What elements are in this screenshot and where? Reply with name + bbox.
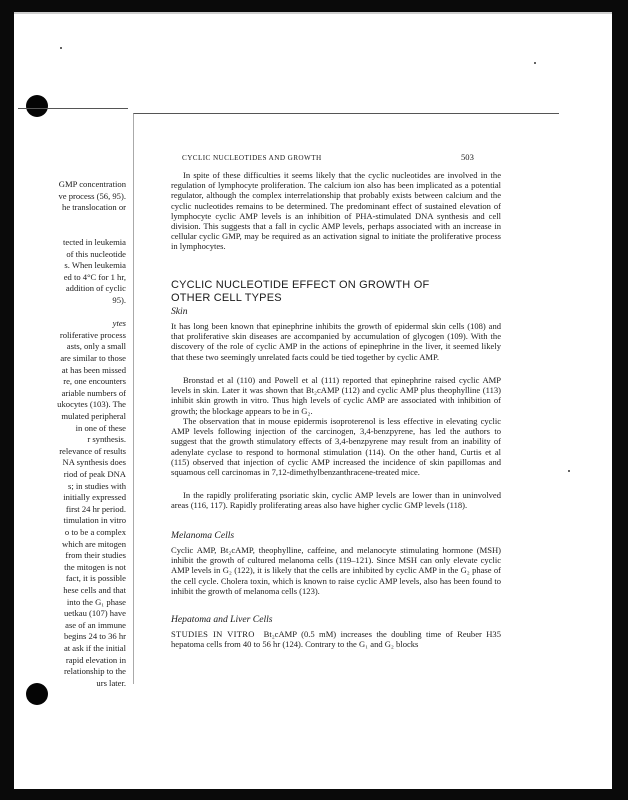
left-page-line: ve process (56, 95). <box>58 190 126 201</box>
left-page-line: asts, only a small <box>66 341 126 352</box>
left-page-line: hese cells and that <box>63 585 126 595</box>
left-page-line: s; in studies with <box>67 480 126 491</box>
left-page-line: of this nucleotide <box>66 248 126 259</box>
skin-paragraph-3: The observation that in mouse epidermis isoproterenol is less effective in elevating cyclic AMP levels following injection of the carcinogen, 3,4-benzpyrene, has led the authors to suggest that the growth stimulatory effects of 3,4-benzpyrene may result from an inability of adenylate cyclase to respond to hormonal stimulation (114). On the other hand, Curtis et al (115) observed that injection of cyclic AMP increased the incidence of skin papillomas and squamous cell carcinomas in 7,12-dimethylbenzanthracene-treated mice. <box>171 416 501 478</box>
section-heading-line-2: OTHER CELL TYPES <box>171 291 282 304</box>
subheading-melanoma: Melanoma Cells <box>171 530 235 541</box>
left-page-line: he translocation or <box>62 202 126 213</box>
scan-speck <box>534 62 536 64</box>
left-page-line: ariable numbers of <box>61 387 126 398</box>
left-page-line: riod of peak DNA <box>63 469 126 479</box>
left-page-line: uetkau (107) have <box>63 608 126 619</box>
skin-paragraph-2: Bronstad et al (110) and Powell et al (111) reported that epinephrine raised cyclic AMP levels in skin. Later it was shown that Bt₂cAMP (112) and cyclic AMP plus theophylline (113) inhibit skin growth in vitro. Thus high levels of cyclic AMP are associated with inhibition of growth; the blockage appears to be in G₂. <box>171 375 501 416</box>
section-heading-line-1: CYCLIC NUCLEOTIDE EFFECT ON GROWTH OF <box>171 279 430 291</box>
scan-speck <box>568 470 570 472</box>
left-page-line: urs later. <box>96 677 126 688</box>
left-page-line: rapid elevation in <box>65 654 126 665</box>
section-heading <box>171 279 501 304</box>
skin-paragraph-4: In the rapidly proliferating psoriatic skin, cyclic AMP levels are lower than in uninvolved areas (116, 117). Rapidly proliferating areas also have higher cyclic GMP levels (118). <box>171 490 501 511</box>
left-page-line: NA synthesis does <box>62 457 126 468</box>
melanoma-paragraph-1: Cyclic AMP, Bt₂cAMP, theophylline, caffeine, and melanocyte stimulating hormone (MSH) inhibit the growth of cultured melanoma cells (119–121). Since MSH can only elevate cyclic AMP levels in G₂ (122), it is likely that the cells are inhibited by cyclic AMP in the G₂ phase of the cell cycle. Cholera toxin, which is known to raise cyclic AMP levels, also has been found to inhibit the growth of melanoma cells (123). <box>171 545 501 596</box>
left-page-line: ase of an immune <box>65 619 126 630</box>
left-page-line: fact, it is possible <box>65 573 126 584</box>
left-page-line: first 24 hr period. <box>65 503 126 514</box>
left-page-line: ed to 4°C for 1 hr, <box>63 271 126 282</box>
scan-border-top <box>0 0 628 12</box>
left-page-line: in one of these <box>75 422 126 433</box>
studies-in-vitro-label: STUDIES IN VITRO <box>171 629 255 639</box>
scan-border-right <box>612 0 628 800</box>
left-page-line: at ask if the initial <box>63 643 126 653</box>
skin-paragraph-1: It has long been known that epinephrine inhibits the growth of epidermal skin cells (108) and that proliferative skin diseases are accompanied by accumulation of glycogen (109). With the discovery of the role of cyclic AMP in the actions of epinephrine in the liver, it seemed likely that these two seemingly unrelated facts could be tied together by cyclic AMP. <box>171 321 501 362</box>
scan-border-bottom <box>0 789 628 800</box>
left-page-line: roliferative process <box>59 329 126 340</box>
left-page-line: addition of cyclic <box>65 283 126 294</box>
left-page-line: r synthesis. <box>87 434 126 445</box>
scan-speck <box>60 47 62 49</box>
left-page-line: from their studies <box>65 550 126 561</box>
left-page-line: which are mitogen <box>62 538 126 549</box>
page-number: 503 <box>461 152 474 162</box>
left-page-line: relevance of results <box>59 445 126 456</box>
left-page-line: timulation in vitro <box>63 515 126 526</box>
left-page-line: 95). <box>112 295 126 305</box>
left-page-line: ytes <box>112 318 126 329</box>
running-head: CYCLIC NUCLEOTIDES AND GROWTH <box>182 154 322 162</box>
left-page-line: into the G₁ phase <box>66 596 126 607</box>
scan-border-left <box>0 0 14 800</box>
left-page-line: ukocytes (103). The <box>57 399 126 410</box>
left-page-line: initially expressed <box>63 492 126 503</box>
scan-shadow-top <box>14 12 612 14</box>
left-page-line: o to be a complex <box>64 527 126 537</box>
left-page-line: begins 24 to 36 hr <box>63 631 126 642</box>
left-page-line: relationship to the <box>63 666 126 677</box>
left-page-line: s. When leukemia <box>64 260 126 271</box>
intro-paragraph: In spite of these difficulties it seems likely that the cyclic nucleotides are involved in the regulation of lymphocyte proliferation. The calcium ion also has been implicated as a potential regulator, although the complex interrelationship that probably exists between calcium and the cyclic nucleotides remains to be determined. The predominant effect of sustained elevation of lymphocyte cyclic AMP levels is an inhibition of PHA-stimulated DNA synthesis and cell division. This suggests that a fall in cyclic AMP levels, perhaps associated with an increase in cellular cyclic GMP, may be required as an activation signal to initiate the proliferative process in lymphocytes. <box>171 170 501 252</box>
subheading-hepatoma: Hepatoma and Liver Cells <box>171 614 273 625</box>
left-page-line: mulated peripheral <box>61 411 126 421</box>
left-page-line: are similar to those <box>60 353 126 363</box>
hepatoma-paragraph-1 <box>171 629 501 649</box>
left-page-line: at has been missed <box>61 364 126 375</box>
left-facing-page <box>18 108 128 688</box>
left-page-line: re, one encounters <box>63 376 126 387</box>
hepatoma-paragraph-text: Bt₂cAMP (0.5 mM) increases the doubling time of Reuber H35 hepatoma cells from 40 to 56 hr (124). Contrary to the G₁ and G₂ blocks <box>171 629 501 650</box>
left-page-line: GMP concentration <box>58 179 126 189</box>
left-page-line: tected in leukemia <box>63 237 126 247</box>
subheading-skin: Skin <box>171 306 188 317</box>
left-page-line: the mitogen is not <box>64 561 126 572</box>
